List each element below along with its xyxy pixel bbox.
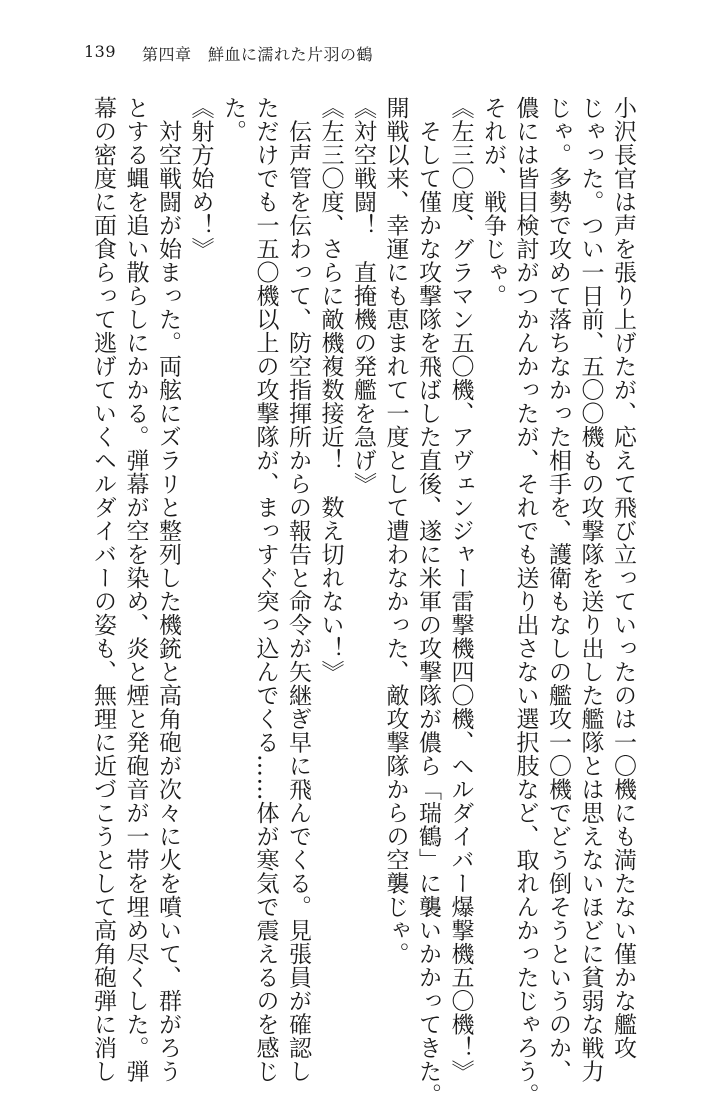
text-column: そして僅かな攻撃隊を飛ばした直後、遂に米軍の攻撃隊が儂ら「瑞鶴」に襲いかかってきた。 xyxy=(415,96,441,1107)
text-column: 《射方始め！》 xyxy=(187,96,214,261)
text-column: とする蝿を追い散らしにかかる。弾幕が空を染め、炎と煙と発砲音が一帯を埋め尽くした。弾 xyxy=(122,96,149,1083)
page-number: 139 xyxy=(84,42,117,61)
text-column: それが、戦争じゃ。 xyxy=(480,96,506,308)
chapter-title: 第四章 鮮血に濡れた片羽の鶴 xyxy=(142,45,374,64)
text-column: 対空戦闘が始まった。両舷にズラリと整列した機銃と高角砲が次々に火を噴いて、群がろう xyxy=(155,96,181,1083)
text-column: 儂には皆目検討がつかんかったが、それでも送り出さない選択肢など、取れんかったじゃろう。 xyxy=(512,96,539,1107)
vertical-body-text xyxy=(87,96,640,1107)
text-column: 小沢長官は声を張り上げたが、応えて飛び立っていったのは一〇機にも満たない僅かな艦攻 xyxy=(610,96,636,1060)
text-column: 《左三〇度、さらに敵機複数接近！ 数え切れない！》 xyxy=(317,96,344,684)
text-column: ただけでも一五〇機以上の攻撃隊が、まっすぐ突っ込んでくる……体が寒気で震えるのを感じ xyxy=(252,96,279,1083)
text-column: た。 xyxy=(220,96,246,143)
text-column: じゃった。つい一日前、五〇〇機もの攻撃隊を送り出した艦隊とは思えないほどに貧弱な戦力 xyxy=(577,96,604,1083)
text-column: 《対空戦闘！ 直掩機の発艦を急げ》 xyxy=(350,96,376,496)
text-column: 《左三〇度、グラマン五〇機、アヴェンジャー雷撃機四〇機、ヘルダイバー爆撃機五〇機！》 xyxy=(447,96,474,1083)
text-column: 伝声管を伝わって、防空指揮所からの報告と命令が矢継ぎ早に飛んでくる。見張員が確認し xyxy=(285,96,311,1083)
text-column: 開戦以来、幸運にも恵まれて一度として遭わなかった、敵攻撃隊からの空襲じゃ。 xyxy=(382,96,409,966)
running-header xyxy=(84,42,373,65)
text-column: じゃ。多勢で攻めて落ちなかった相手を、護衛もなしの艦攻一〇機でどう倒そうというのか、 xyxy=(545,96,571,1083)
text-column: 幕の密度に面食らって逃げていくヘルダイバーの姿も、無理に近づこうとして高角砲弾に消し xyxy=(90,96,116,1083)
